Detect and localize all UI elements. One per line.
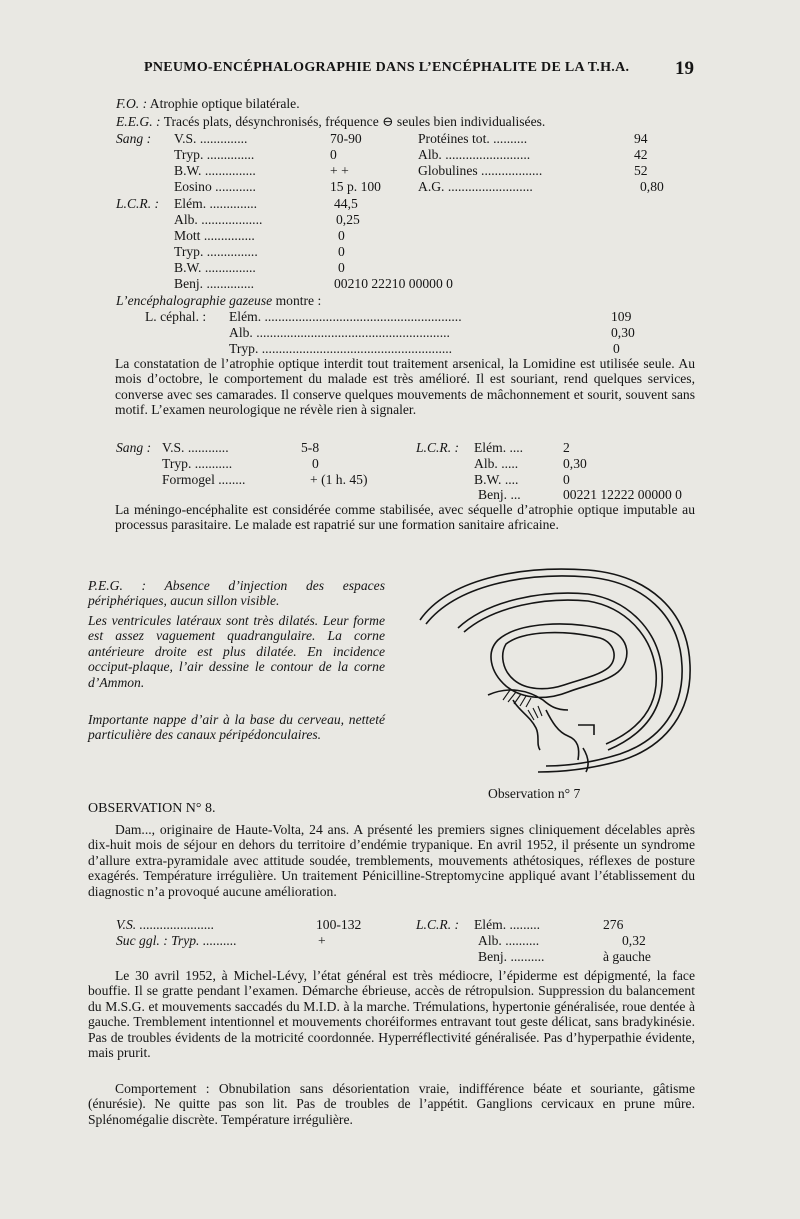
sang2-left-1-key: Tryp. ........... (162, 456, 233, 471)
obs8-left-1-val: + (318, 933, 326, 948)
sang2-right-1-key: Alb. ..... (474, 456, 519, 471)
obs8-left-1-key: Suc ggl. : Tryp. .......... (116, 933, 237, 948)
enceph-row-1-val: 0,30 (611, 325, 635, 340)
enceph-row-0-key: Elém. .......................................................... (229, 309, 462, 324)
eeg-line (116, 114, 545, 130)
lcr1-row-2-key: Mott ............... (174, 228, 255, 243)
sang1-left-1-key: Tryp. .............. (174, 147, 255, 162)
enceph-row-1-key: Alb. ......................................................... (229, 325, 450, 340)
sang2-label: Sang : (116, 440, 152, 455)
sang2-left-1-val: 0 (312, 456, 319, 471)
enceph-row-2-val: 0 (613, 341, 620, 356)
paragraph-dam: Dam..., originaire de Haute-Volta, 24 ans. A présenté les premiers signes cliniquement décelables après dix-huit mois de séjour en dehors du territoire d’endémie trypanique. En avril 1952, il présente un syndrome d’allure extra-pyramidale avec attitude soudée, tremblements, mouvements athétosiques, réflexes de posture exagérés. Température irrégulière. Un traitement Pénicilline-Streptomycine appliqué avant l’établissement du diagnostic n’a provoqué aucune amélioration. (88, 822, 695, 899)
paragraph-lomidine: La constatation de l’atrophie optique interdit tout traitement arsenical, la Lomidine est utilisée seule. Au mois d’octobre, le comportement du malade est très amélioré. Il est souriant, rend quelques services, converse avec ses camarades. Il conserve quelques mouvements de mâchonnement et sourit, souvent sans motif. L’examen neurologique ne révèle rien à signaler. (115, 356, 695, 418)
obs8-right-1-val: 0,32 (622, 933, 646, 948)
sang1-left-3-val: 15 p. 100 (330, 179, 381, 194)
lcr1-row-3-val: 0 (338, 244, 345, 259)
lcr1-row-5-key: Benj. .............. (174, 276, 255, 291)
sang2-right-2-key: B.W. .... (474, 472, 519, 487)
paragraph-stabilisee: La méningo-encéphalite est considérée comme stabilisée, avec séquelle d’atrophie optique imputable au processus parasitaire. Le malade est rapatrié sur une formation sanitaire africaine. (115, 502, 695, 533)
sang1-left-0-val: 70-90 (330, 131, 362, 146)
figure-caption-nappe: Importante nappe d’air à la base du cerveau, netteté particulière des canaux péripédonculaires. (88, 712, 385, 743)
sang1-right-2-val: 52 (634, 163, 648, 178)
sang2-left-2-val: + (1 h. 45) (310, 472, 368, 487)
sang1-left-3-key: Eosino ............ (174, 179, 256, 194)
enceph-label: L’encéphalographie gazeuse (116, 293, 273, 308)
lcr1-row-4-val: 0 (338, 260, 345, 275)
sang1-left-0-key: V.S. .............. (174, 131, 248, 146)
figure-label: Observation n° 7 (488, 786, 581, 801)
obs8-right-0-val: 276 (603, 917, 624, 932)
sang2-lcr-label: L.C.R. : (416, 440, 460, 455)
enceph-row-0-val: 109 (611, 309, 632, 324)
sang1-right-1-key: Alb. ......................... (418, 147, 531, 162)
obs8-right-1-key: Alb. .......... (478, 933, 540, 948)
fo-line (116, 96, 300, 112)
lcr1-row-0-val: 44,5 (334, 196, 358, 211)
page-number: 19 (675, 58, 694, 79)
lcr1-label: L.C.R. : (116, 196, 160, 211)
figure-caption-ventricules: Les ventricules latéraux sont très dilatés. Leur forme est assez vaguement quadrangulaire. La corne antérieure droite est plus dilatée. En incidence occiput-plaque, l’air dessine le contour de la corne d’Ammon. (88, 613, 385, 690)
figure-caption-peg: P.E.G. : Absence d’injection des espaces périphériques, aucun sillon visible. (88, 578, 385, 609)
fo-text: Atrophie optique bilatérale. (149, 96, 300, 111)
lcr1-row-4-key: B.W. ............... (174, 260, 256, 275)
eeg-text: Tracés plats, désynchronisés, fréquence ⊖ seules bien individualisées. (163, 114, 546, 129)
running-header: PNEUMO-ENCÉPHALOGRAPHIE DANS L’ENCÉPHALITE DE LA T.H.A. (144, 60, 630, 75)
sang2-right-2-val: 0 (563, 472, 570, 487)
sang1-right-0-val: 94 (634, 131, 648, 146)
obs8-lcr-label: L.C.R. : (416, 917, 460, 932)
lcr1-row-1-key: Alb. .................. (174, 212, 263, 227)
sang2-right-3-key: Benj. ... (478, 487, 521, 502)
sang1-left-1-val: 0 (330, 147, 337, 162)
obs8-right-0-key: Elém. ......... (474, 917, 541, 932)
fo-label: F.O. : (116, 96, 148, 111)
sang1-left-2-key: B.W. ............... (174, 163, 256, 178)
sang1-right-1-val: 42 (634, 147, 648, 162)
enceph-text: montre : (272, 293, 322, 308)
enceph-line (116, 293, 321, 309)
lcr1-row-0-key: Elém. .............. (174, 196, 258, 211)
paragraph-comportement: Comportement : Obnubilation sans désorientation vraie, indifférence béate et souriante, gâtisme (énurésie). Ne quitte pas son lit. Pas de troubles de l’appétit. Ganglions cervicaux en prune mûre. Splénomégalie discrète. Température irrégulière. (88, 1081, 695, 1127)
lcr1-row-3-key: Tryp. ............... (174, 244, 258, 259)
enceph-row-2-key: Tryp. ........................................................ (229, 341, 453, 356)
sang2-right-0-val: 2 (563, 440, 570, 455)
sang1-right-3-val: 0,80 (640, 179, 664, 194)
sang2-left-2-key: Formogel ........ (162, 472, 246, 487)
lcr1-row-2-val: 0 (338, 228, 345, 243)
sang1-right-2-key: Globulines .................. (418, 163, 543, 178)
enceph-sub: L. céphal. : (145, 309, 207, 324)
sang2-right-1-val: 0,30 (563, 456, 587, 471)
sang2-right-3-val: 00221 12222 00000 0 (563, 487, 682, 502)
sang2-right-0-key: Elém. .... (474, 440, 524, 455)
obs8-right-2-val: à gauche (603, 949, 651, 964)
sang2-left-0-val: 5-8 (301, 440, 320, 455)
sang1-label: Sang : (116, 131, 152, 146)
lcr1-row-1-val: 0,25 (336, 212, 360, 227)
paragraph-michel-levy: Le 30 avril 1952, à Michel-Lévy, l’état général est très médiocre, l’épiderme est dépigmenté, la face bouffie. Il se gratte pendant l’examen. Démarche ébrieuse, accès de rétropulsion. Suppression du balancement du M.S.G. et mouvements saccadés du M.I.D. à la marche. Trémulations, hypertonie généralisée, roue dentée à gauche. Tremblement intentionnel et mouvements choréiformes entravant tout geste délicat, sans bradykinésie. Pas de troubles évidents de la motricité coordonnée. Hyperréflectivité généralisée. Pas d’hyperpathie évidente, mais prurit. (88, 968, 695, 1061)
sang1-right-0-key: Protéines tot. .......... (418, 131, 528, 146)
sang1-right-3-key: A.G. ......................... (418, 179, 533, 194)
observation-8-title: OBSERVATION N° 8. (88, 801, 216, 816)
obs8-left-0-key: V.S. ...................... (116, 917, 215, 932)
obs8-right-2-key: Benj. .......... (478, 949, 545, 964)
obs8-left-0-val: 100-132 (316, 917, 362, 932)
lcr1-row-5-val: 00210 22210 00000 0 (334, 276, 453, 291)
eeg-label: E.E.G. : (116, 114, 161, 129)
sang1-left-2-val: + + (330, 163, 349, 178)
brain-ventricle-drawing (418, 560, 698, 780)
sang2-left-0-key: V.S. ............ (162, 440, 229, 455)
